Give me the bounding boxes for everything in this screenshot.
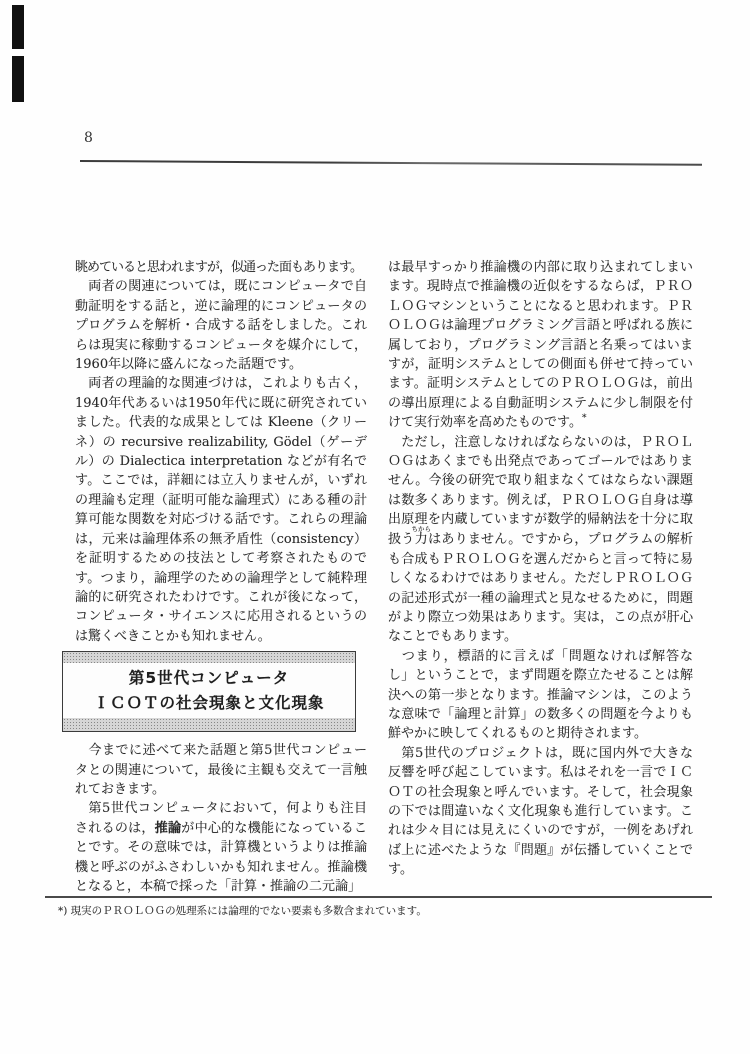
paragraph: つまり，標語的に言えば「問題なければ解答なし」ということで，まず問題を際立たせることは解決への第一歩となります。推論マシンは，このような意味で「論理と計算」の数多くの問題を今よりも鮮やかに映してくれるものと期待されます。 — [388, 648, 693, 742]
paragraph — [388, 433, 693, 647]
paragraph: 両者の理論的な関連づけは，これよりも古く，1940年代あるいは1950年代に既に研究されていました。代表的な成果としては Kleene（クリーネ）の recursive realizability, Gödel（ゲーデル）の Dialectica interpretation などが有名です。ここでは，詳細には立入りませんが，いずれの理論も定理（証明可能な論理式）にある種の計算可能な関数を対応づける話です。これらの理論は，元来は論理体系の無矛盾性（consistency）を証明するための技法として考察されたものです。つまり，論理学のための論理学として純粋理論的に研究されたわけです。これが後になって，コンピュータ・サイエンスに応用されるというのは驚くべきことかも知れません。 — [75, 376, 367, 644]
emphasized-word: 推論 — [154, 820, 182, 836]
paragraph: 両者の関連については，既にコンピュータで自動証明をする話と，逆に論理的にコンピュータのプログラムを解析・合成する話をしました。これらは現実に稼動するコンピュータを媒介にして，1960年以降に盛んになった話題です。 — [75, 279, 367, 373]
footnote-reference-mark: * — [581, 413, 587, 424]
section-heading — [63, 663, 355, 718]
right-column — [388, 258, 693, 896]
section-heading-line1: 第5世代コンピュータ — [128, 669, 290, 688]
section-heading-box — [62, 651, 356, 732]
paragraph-text: が中心的な機能になっていることです。その意味では，計算機というよりは推論機と呼ぶのがふさわしいかも知れません。推論機となると，本稿で採った「計算・推論の二元論」 — [75, 820, 367, 894]
halftone-bar-top — [63, 652, 355, 663]
paragraph — [388, 258, 693, 433]
left-column — [75, 258, 367, 896]
section-heading-line2: ＩＣＯＴの社会現象と文化現象 — [93, 694, 325, 713]
header-rule — [80, 160, 702, 166]
halftone-bar-bottom — [63, 718, 355, 731]
paragraph: 眺めていると思われますが，似通った面もあります。 — [75, 260, 362, 275]
footnote-text: *) 現実のＰＲＯＬＯＧの処理系には論理的でない要素も多数含まれています。 — [58, 905, 427, 917]
scan-artifact-mark — [12, 56, 24, 102]
two-column-text-area — [75, 258, 695, 896]
scan-artifact-mark — [12, 5, 24, 49]
footnote-rule — [45, 896, 712, 898]
paragraph: 第5世代のプロジェクトは，既に国内外で大きな反響を呼び起こしています。私はそれを一言でＩＣＯＴの社会現象と呼んでいます。そして，社会現象の下では間違いなく文化現象も進行しています。これは少々目には見えにくいのですが，一例をあげれば上に述べたような『問題』が伝播していくことです。 — [388, 745, 693, 878]
paragraph-text: はありません。ですから，プログラムの解析も合成もＰＲＯＬＯＧを選んだからと言って特に易しくなるわけではありません。ただしＰＲＯＬＯＧの記述形式が一種の論理式と見なせるために，問題がより際立つ効果はあります。実は，この点が肝心なことでもあります。 — [388, 532, 693, 645]
paragraph-text: 第5世代コンピュータにおいて，何よりも注目されるのは， — [75, 801, 367, 836]
ruby-text: ちから — [411, 525, 431, 534]
ruby-base: 力 — [411, 532, 431, 548]
furigana-annotation — [411, 525, 431, 548]
page-number: 8 — [84, 130, 93, 146]
paragraph: 今までに述べて来た話題と第5世代コンピュータとの関連について，最後に主観も交えて一言触れておきます。 — [75, 743, 367, 797]
paragraph — [75, 799, 367, 896]
paragraph-text: ただし，注意しなければならないのは，ＰＲＯＬＯＧはあくまでも出発点であってゴールではありません。今後の研究で取り組まなくてはならない課題は数多くあります。例えば，ＰＲＯＬＯＧ自身は導出原理を内蔵していますが数学的帰納法を十分に取扱う — [388, 434, 693, 548]
paragraph-text: は最早すっかり推論機の内部に取り込まれてしまいます。現時点で推論機の近似をするならば，ＰＲＯＬＯＧマシンということになると思われます。ＰＲＯＬＯＧは論理プログラミング言語と呼ばれる族に属しており，プログラミング言語と名乗ってはいますが，証明システムとしての側面も併せて持っています。証明システムとしてのＰＲＯＬＯＧは，前出の導出原理による自動証明システムに少し制限を付けて実行効率を高めたものです。 — [388, 260, 693, 431]
